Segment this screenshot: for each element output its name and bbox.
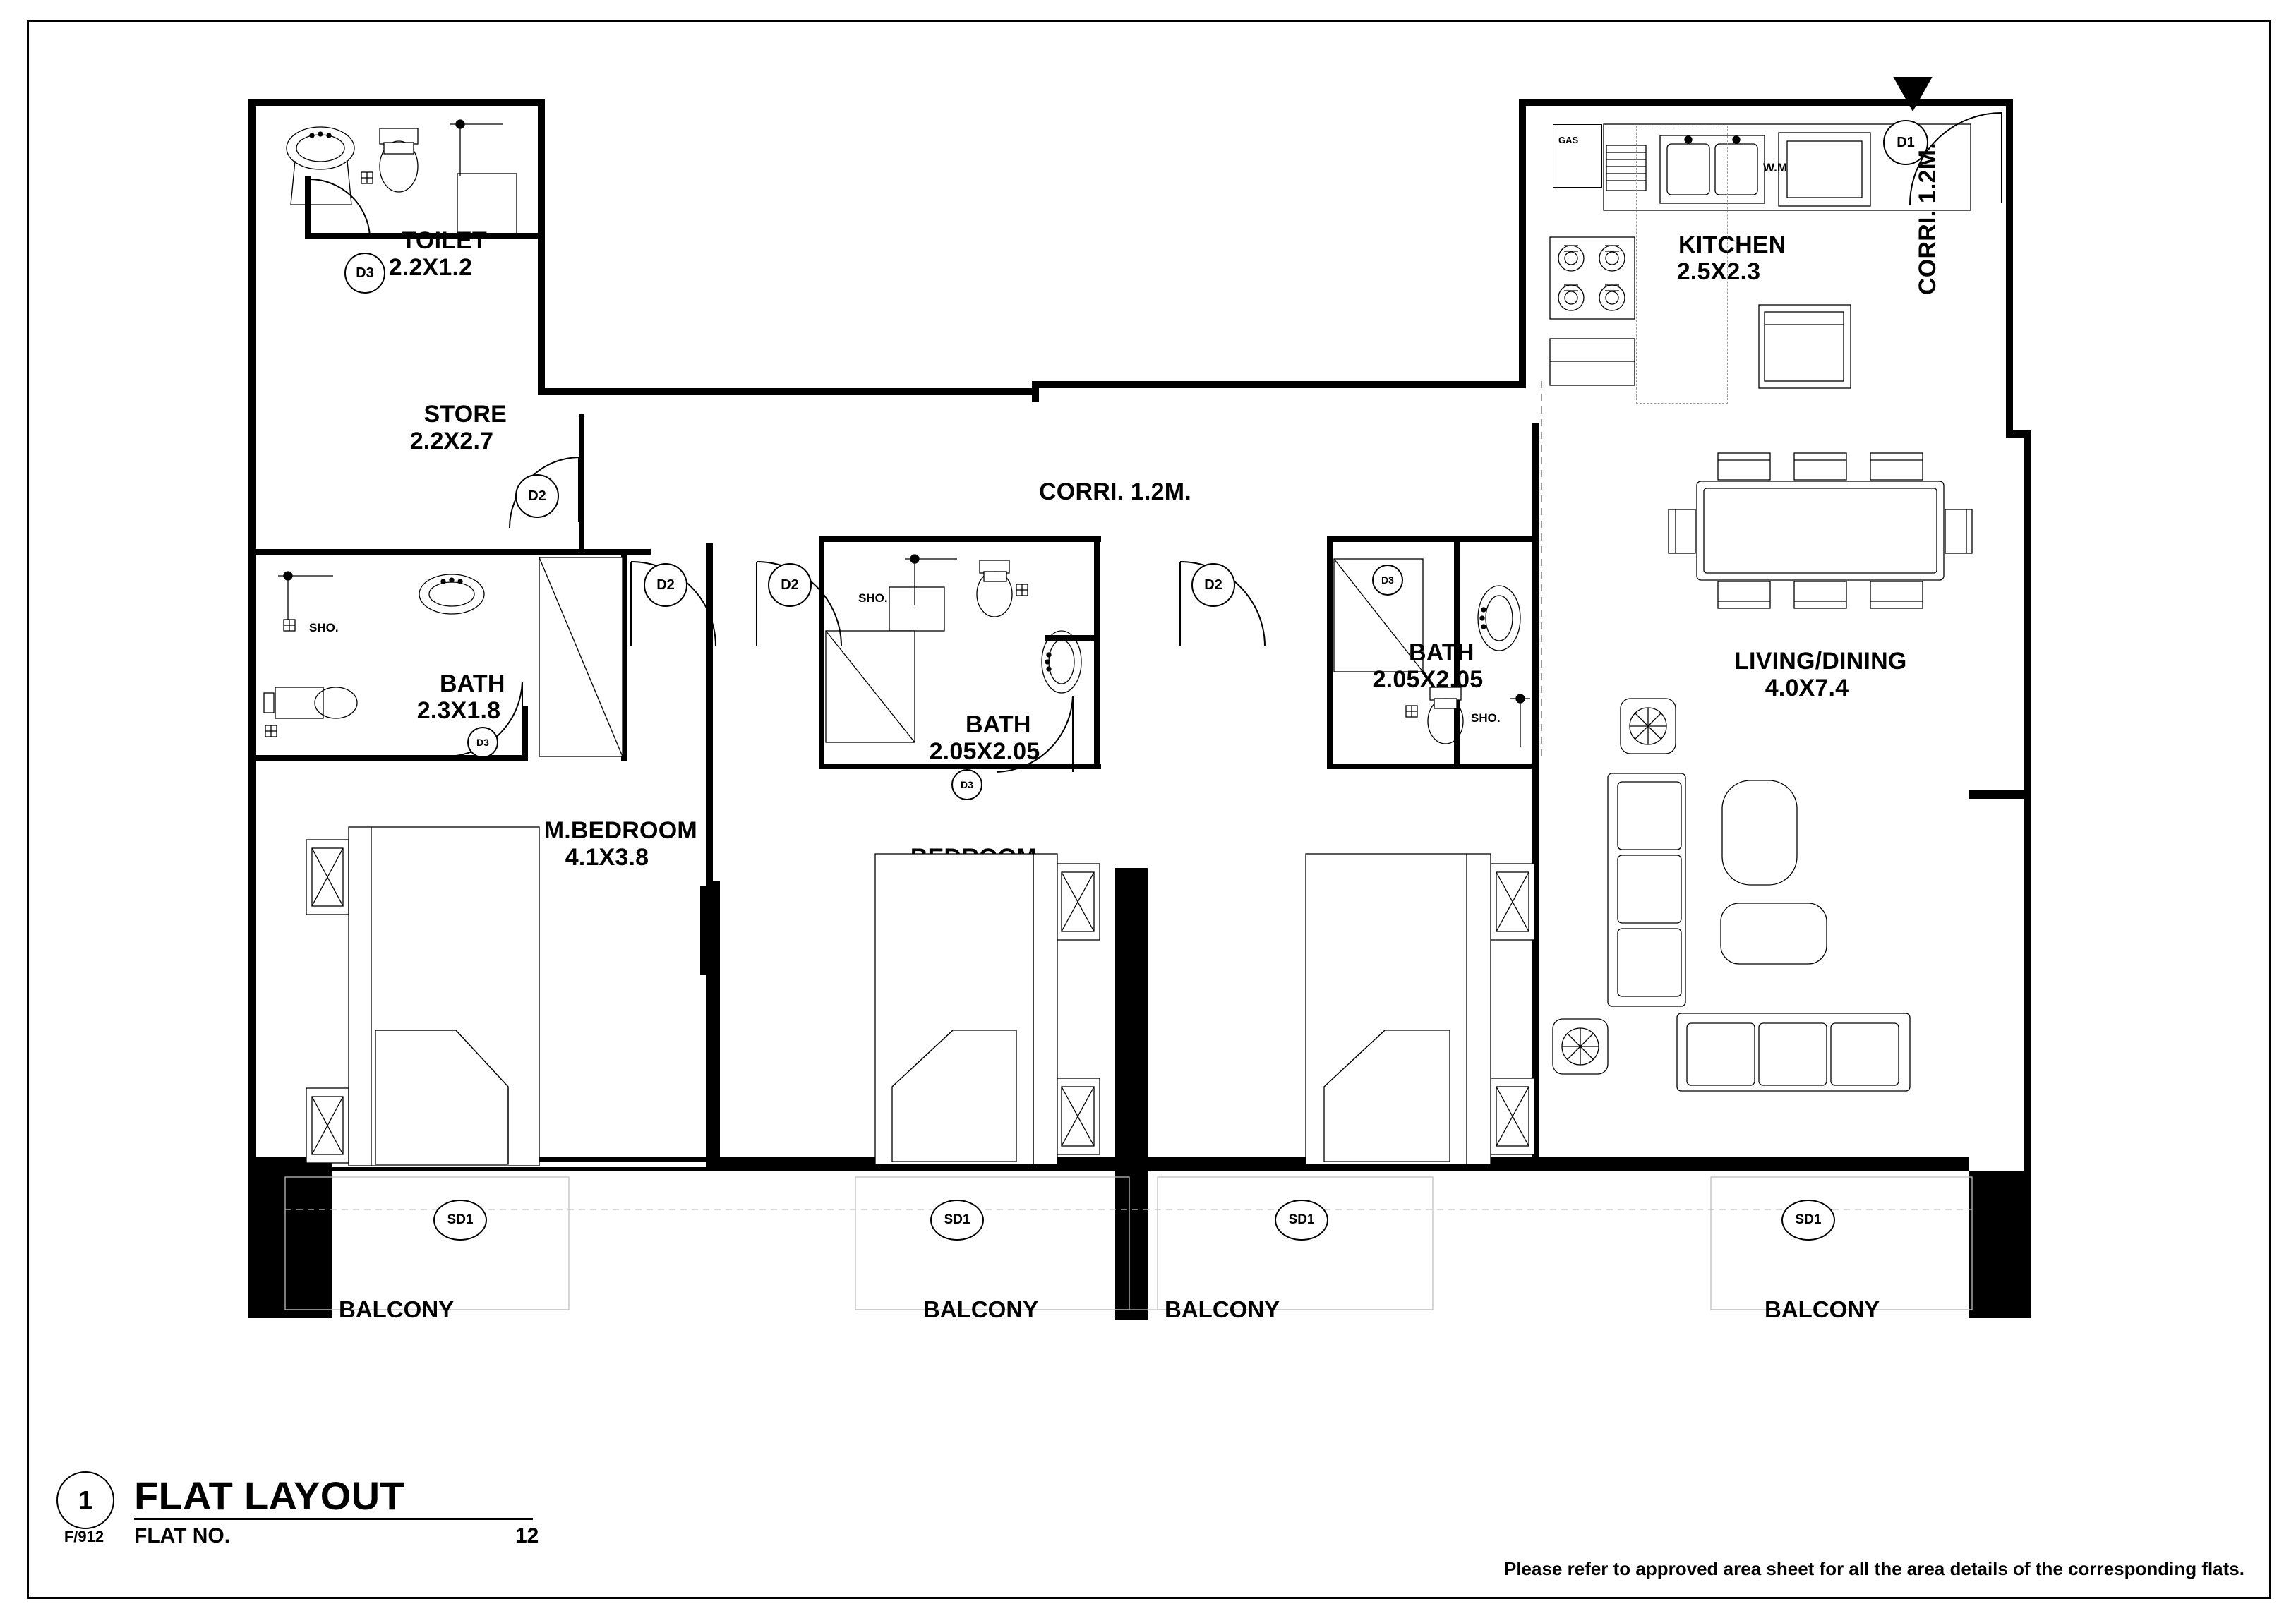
room-label-kitchen: KITCHEN 2.5X2.3 bbox=[1676, 231, 1786, 286]
bedroom2-bed bbox=[875, 854, 1129, 1164]
door-tag-bedroom3-d2: D2 bbox=[1191, 563, 1235, 607]
door-tag-bath2-d3: D3 bbox=[951, 769, 982, 800]
title-underline bbox=[134, 1518, 533, 1520]
title-block bbox=[56, 1471, 2244, 1584]
balcony-label-3: BALCONY bbox=[1165, 1296, 1280, 1322]
wall-bath1-top bbox=[256, 549, 651, 555]
corridor-main-label: CORRI. 1.2M. bbox=[1039, 478, 1191, 505]
room-label-toilet: TOILET 2.2X1.2 bbox=[388, 227, 488, 282]
room-label-living: LIVING/DINING 4.0X7.4 bbox=[1734, 648, 1907, 702]
room-label-bath2: BATH 2.05X2.05 bbox=[929, 711, 1040, 766]
label-shower-1: SHO. bbox=[309, 621, 339, 634]
room-label-bath1: BATH 2.3X1.8 bbox=[416, 670, 505, 725]
bedroom2-door-swing bbox=[748, 557, 875, 670]
door-tag-master-d2: D2 bbox=[644, 563, 687, 607]
window-tag-sd1-2: SD1 bbox=[930, 1200, 984, 1241]
area-note: Please refer to approved area sheet for all the area details of the corresponding flats. bbox=[1503, 1558, 2244, 1579]
balcony-label-4: BALCONY bbox=[1765, 1296, 1880, 1322]
room-label-bath3: BATH 2.05X2.05 bbox=[1372, 639, 1484, 694]
label-shower-3: SHO. bbox=[1471, 711, 1501, 725]
bedroom3-bed bbox=[1306, 854, 1567, 1164]
window-tag-sd1-4: SD1 bbox=[1781, 1200, 1835, 1241]
room-label-store: STORE 2.2X2.7 bbox=[409, 401, 507, 455]
label-washing-machine: W.M bbox=[1763, 161, 1787, 174]
door-tag-toilet-d3: D3 bbox=[344, 253, 385, 294]
bedroom3-door-swing bbox=[1172, 557, 1299, 670]
door-tag-bath3-d3: D3 bbox=[1372, 565, 1403, 596]
master-door-swing bbox=[625, 557, 752, 670]
jamb-master-right bbox=[700, 886, 719, 975]
jamb-center bbox=[1128, 886, 1146, 975]
detail-number-circle: 1 bbox=[56, 1471, 114, 1529]
label-gas: GAS bbox=[1558, 135, 1579, 145]
kitchen-hidden-outline bbox=[1636, 126, 1728, 404]
living-furniture bbox=[1553, 692, 2033, 1129]
master-bed bbox=[296, 797, 551, 1164]
master-wardrobe bbox=[536, 555, 628, 761]
door-tag-bedroom2-d2: D2 bbox=[768, 563, 812, 607]
flat-no-label: FLAT NO. bbox=[134, 1524, 231, 1547]
corridor-entry-label: CORRI. 1.2M. bbox=[1914, 143, 1941, 295]
window-tag-sd1-1: SD1 bbox=[433, 1200, 487, 1241]
sheet-reference: F/912 bbox=[64, 1528, 104, 1545]
balcony-label-2: BALCONY bbox=[923, 1296, 1039, 1322]
page-title: FLAT LAYOUT bbox=[134, 1473, 404, 1518]
dining-set bbox=[1666, 452, 2019, 635]
balcony-label-1: BALCONY bbox=[339, 1296, 455, 1322]
window-tag-sd1-3: SD1 bbox=[1275, 1200, 1328, 1241]
door-tag-bath1-d3: D3 bbox=[467, 727, 498, 758]
bath2-door-swing bbox=[981, 692, 1087, 783]
door-tag-entry-d1: D1 bbox=[1883, 120, 1928, 165]
label-shower-2: SHO. bbox=[858, 591, 888, 605]
door-tag-store-d2: D2 bbox=[515, 474, 559, 518]
room-label-master: M.BEDROOM 4.1X3.8 bbox=[543, 817, 697, 871]
flat-no-value: 12 bbox=[515, 1524, 539, 1547]
